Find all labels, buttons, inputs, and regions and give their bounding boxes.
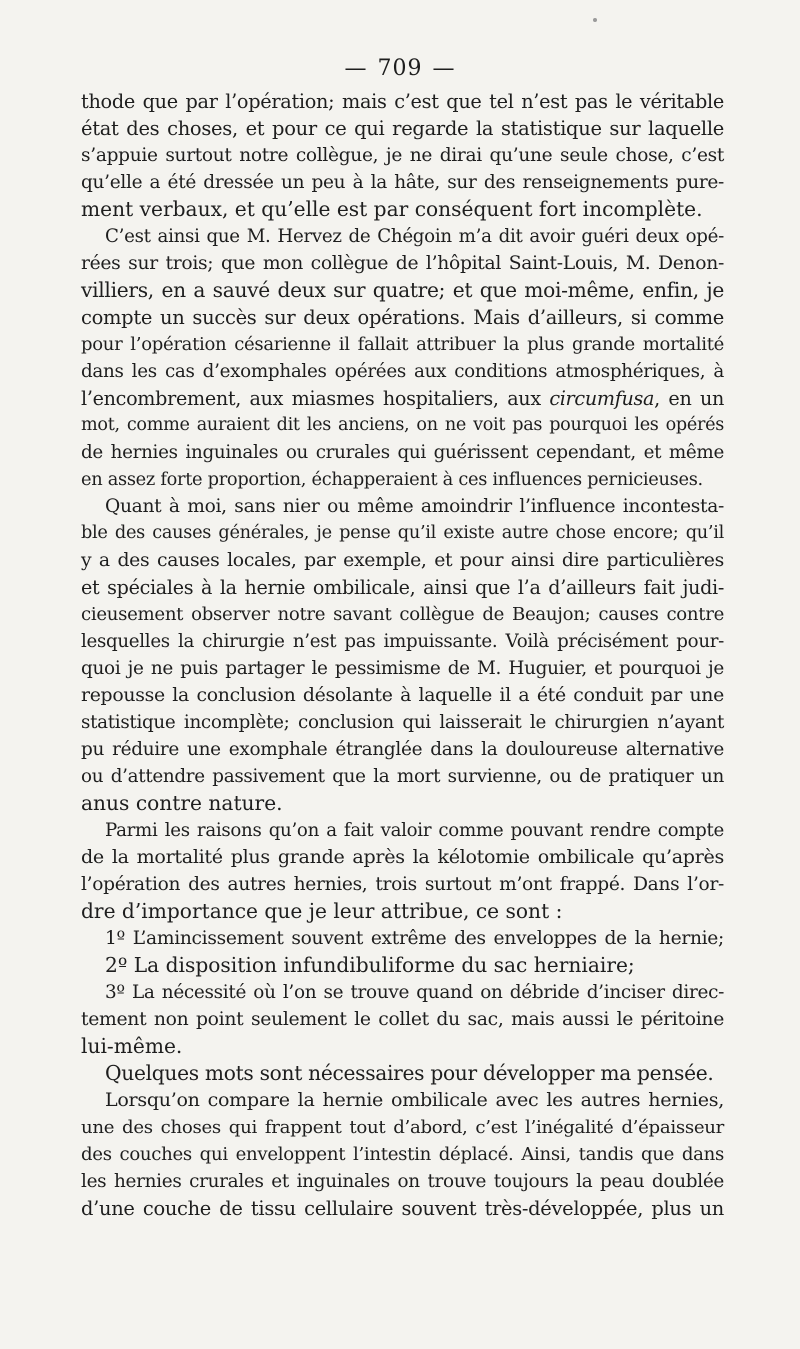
text-line: les hernies crurales et inguinales on trouve toujours la peau doublée <box>81 1171 724 1192</box>
text-line: en assez forte proportion, échapperaient à ces influences pernicieuses. <box>81 469 703 490</box>
ink-speck <box>593 18 597 22</box>
page-number: — 709 — <box>344 56 456 81</box>
text-line: villiers, en a sauvé deux sur quatre; et que moi-même, enfin, je <box>81 278 724 302</box>
text-line: mot, comme auraient dit les anciens, on ne voit pas pourquoi les opérés <box>81 415 724 435</box>
text-line: de la mortalité plus grande après la kélotomie ombilicale qu’après <box>81 846 724 868</box>
text-line: dre d’importance que je leur attribue, ce sont : <box>81 899 563 923</box>
text-line: thode que par l’opération; mais c’est que tel n’est pas le véritable <box>81 90 724 113</box>
text-line: lui-même. <box>81 1034 183 1058</box>
text-line: compte un succès sur deux opérations. Mais d’ailleurs, si comme <box>81 306 724 329</box>
text-line: l’encombrement, aux miasmes hospitaliers, aux circumfusa, en un <box>81 387 725 410</box>
text-line: s’appuie surtout notre collègue, je ne dirai qu’une seule chose, c’est <box>81 145 724 166</box>
text-line: état des choses, et pour ce qui regarde la statistique sur laquelle <box>81 117 724 140</box>
text-line: et spéciales à la hernie ombilicale, ainsi que l’a d’ailleurs fait judi- <box>81 576 724 599</box>
text-line: Parmi les raisons qu’on a fait valoir comme pouvant rendre compte <box>105 820 724 841</box>
text-line: ble des causes générales, je pense qu’il existe autre chose encore; qu’il <box>81 523 724 543</box>
text-line: une des choses qui frappent tout d’abord, c’est l’inégalité d’épaisseur <box>81 1117 724 1138</box>
text-line: y a des causes locales, par exemple, et pour ainsi dire particulières <box>81 550 724 571</box>
text-line: pu réduire une exomphale étranglée dans la douloureuse alternative <box>81 739 724 760</box>
text-line: 2º La disposition infundibuliforme du sac herniaire; <box>105 953 635 977</box>
text-line: d’une couche de tissu cellulaire souvent très-développée, plus un <box>81 1197 724 1220</box>
page-number-value: 709 <box>377 56 423 81</box>
text-line: dans les cas d’exomphales opérées aux conditions atmosphériques, à <box>81 361 724 382</box>
text-line: repousse la conclusion désolante à laquelle il a été conduit par une <box>81 685 724 706</box>
text-line: anus contre nature. <box>81 791 283 815</box>
body-text <box>81 88 724 1222</box>
text-line: 1º L’amincissement souvent extrême des enveloppes de la hernie; <box>105 928 724 949</box>
text-line: 3º La nécessité où l’on se trouve quand on débride d’inciser direc- <box>105 982 724 1003</box>
text-line: Quelques mots sont nécessaires pour développer ma pensée. <box>105 1061 714 1085</box>
text-line: rées sur trois; que mon collègue de l’hôpital Saint-Louis, M. Denon- <box>81 253 724 274</box>
text-line: tement non point seulement le collet du sac, mais aussi le péritoine <box>81 1009 724 1030</box>
text-line: Lorsqu’on compare la hernie ombilicale avec les autres hernies, <box>105 1089 724 1111</box>
text-line: de hernies inguinales ou crurales qui guérissent cependant, et même <box>81 442 724 463</box>
text-line: l’opération des autres hernies, trois surtout m’ont frappé. Dans l’or- <box>81 874 724 895</box>
italic-term: circumfusa <box>549 387 655 410</box>
text-line: ment verbaux, et qu’elle est par conséquent fort incomplète. <box>81 197 703 221</box>
text-line: lesquelles la chirurgie n’est pas impuissante. Voilà précisément pour- <box>81 631 724 652</box>
text-line: C’est ainsi que M. Hervez de Chégoin m’a dit avoir guéri deux opé- <box>105 226 724 247</box>
text-line: des couches qui enveloppent l’intestin déplacé. Ainsi, tandis que dans <box>81 1144 724 1165</box>
text-line: quoi je ne puis partager le pessimisme de M. Huguier, et pourquoi je <box>81 658 724 679</box>
text-line: cieusement observer notre savant collègue de Beaujon; causes contre <box>81 604 724 625</box>
text-line: ou d’attendre passivement que la mort survienne, ou de pratiquer un <box>81 766 724 787</box>
text-line: Quant à moi, sans nier ou même amoindrir l’influence incontesta- <box>105 496 724 517</box>
text-line: statistique incomplète; conclusion qui laisserait le chirurgien n’ayant <box>81 712 724 733</box>
text-line: qu’elle a été dressée un peu à la hâte, sur des renseignements pure- <box>81 172 724 193</box>
text-line: pour l’opération césarienne il fallait attribuer la plus grande mortalité <box>81 334 724 355</box>
